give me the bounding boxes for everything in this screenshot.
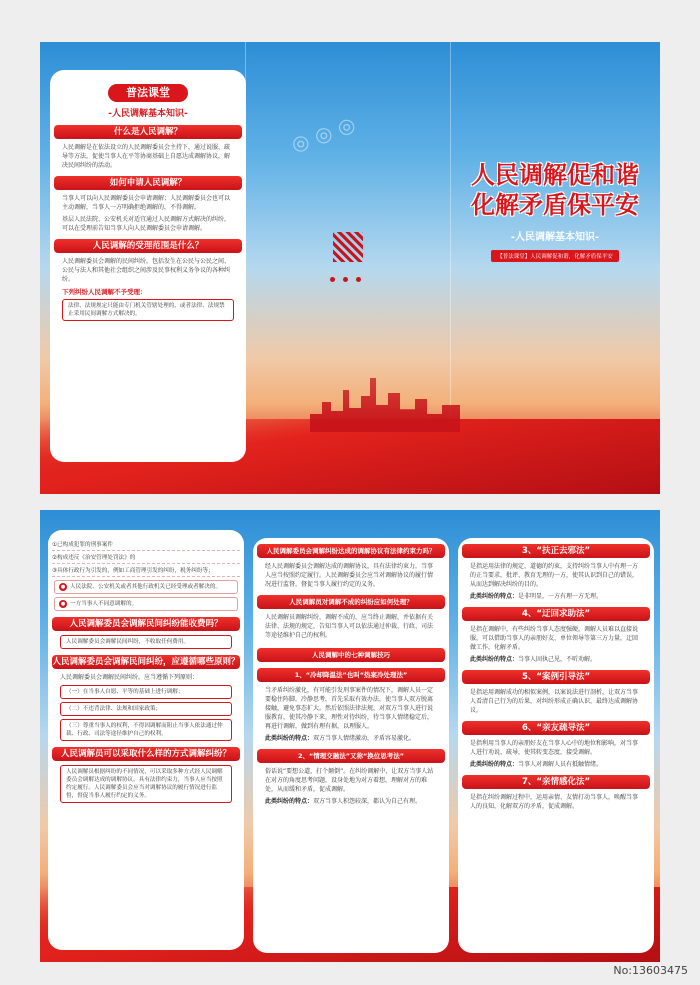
feature-note: 当事人固执己见，不听劝解。: [518, 656, 597, 663]
section-title: 什么是人民调解？: [54, 125, 242, 139]
not-accepted-title: 下列纠纷人民调解不予受理：: [62, 288, 147, 296]
feature-label: 此类纠纷的特点：: [470, 593, 519, 600]
feature-label: 此类纠纷的特点：: [265, 798, 314, 805]
technique-title: 6、“亲友疏导法”: [462, 721, 650, 735]
techniques-title: 人民调解中的七种调解技巧: [257, 648, 445, 662]
technique-feature: [470, 592, 642, 601]
section-text: 人民调解员调解纠纷，调解不成的，应当终止调解，并依据有关法律、法规的规定，告知当事人可以依法通过仲裁、行政、司法等途径维护自己的权利。: [265, 614, 434, 639]
principle-item: （三）尊重当事人的权利，不得因调解而阻止当事人依法通过仲裁、行政、司法等途径维护自己的权利。: [60, 719, 232, 741]
cover-title-line1: 人民调解促和谐: [471, 161, 639, 189]
brochure-inner-sheet: [40, 510, 660, 962]
technique-title: 4、“迂回求助法”: [462, 607, 650, 621]
feature-label: 此类纠纷的特点：: [265, 735, 314, 742]
option-item: ③具体行政行为引发的，例如工商管理引发的纠纷，税务纠纷等；: [52, 566, 240, 577]
not-accepted-item: 法律、法规规定只能由专门机关管辖处理的，或者法律、法规禁止采用民间调解方式解决的。: [62, 299, 234, 321]
technique-text: 是指在调解中，有些纠纷当事人态度强硬，调解人员难以直接说服，可以借助当事人的亲朋好友、单位领导等第三方力量，迂回做工作，化解矛盾。: [470, 626, 639, 651]
technique-text: 当矛盾纠纷激化，有可能引发刑事案件的情况下，调解人员一定要稳住阵脚，冷静思考，首先采取有效办法，使当事人双方脱离接触，避免事态扩大。然后依照法律法规，对双方当事人进行说服教育，使其冷静下来，理性对待纠纷，待当事人情绪稳定后，再进行调解，做到有理有据，以理服人。: [265, 687, 434, 730]
section-text: 人民调解委员会调解民间纠纷，应当遵循下列原则：: [60, 674, 199, 681]
cover-subtitle: -人民调解基本知识-: [510, 232, 600, 243]
option-item: ①已构成犯罪的刑事案件: [52, 540, 240, 551]
feature-label: 此类纠纷的特点：: [470, 761, 519, 768]
stripe-square-decoration: [333, 232, 363, 262]
inner-right-panel: [458, 538, 654, 953]
cover-title: [455, 160, 655, 262]
technique-text: 是指在纠纷调解过程中，运用亲情、友情打动当事人，唤醒当事人的良知，化解双方的矛盾，促成调解。: [470, 794, 639, 810]
principle-item: （一）在当事人自愿、平等的基础上进行调解；: [60, 685, 232, 699]
feature-note: 双方当事人积怨较深，都认为自己有理。: [313, 798, 422, 805]
watermark: ◎ ◎ ◎: [287, 111, 359, 157]
technique-text: 是指运用调解成功的相似案例，以案说法进行剖析，让双方当事人看清自己行为的后果，对纠纷形成正确认识，最终达成调解协议。: [470, 689, 639, 714]
technique-title: 3、“扶正去邪法”: [462, 544, 650, 558]
technique-title: 2、“情理交融法”又称“换位思考法”: [257, 749, 445, 763]
principle-item: （二）不违背法律、法规和国家政策；: [60, 702, 232, 716]
technique-title: 5、“案例引导法”: [462, 670, 650, 684]
panel-subtitle: -人民调解基本知识-: [108, 109, 188, 119]
section-text: 基层人民法院、公安机关对适宜通过人民调解方式解决的纠纷，可以在受理前告知当事人向人民调解委员会申请调解。: [62, 216, 231, 232]
technique-text: 是指利用当事人的亲朋好友在当事人心中的地位和影响，对当事人进行劝说、疏导，使其转变态度，接受调解。: [470, 740, 639, 756]
section-title: 人民调解员对调解不成的纠纷应如何处理？: [257, 595, 445, 609]
cover-tagline: 【普法课堂】人民调解促和谐，化解矛盾保平安: [491, 250, 619, 262]
boxed-option-text: 一方当事人不同意调解的。: [70, 601, 138, 607]
boxed-option: [54, 580, 238, 594]
boxed-option-text: 人民法院、公安机关或者其他行政机关已经受理或者解决的。: [70, 584, 222, 590]
bullet-icon: ●: [60, 584, 66, 590]
section-text: 人民调解委员会调解民间纠纷，不收取任何费用。: [60, 635, 232, 649]
section-text: 人民调解委员会调解的民间纠纷，包括发生在公民与公民之间、公民与法人和其他社会组织之间涉及民事权利义务争议的各种纠纷。: [62, 258, 231, 283]
technique-feature: [470, 655, 642, 664]
dots-decoration: [330, 277, 361, 282]
brochure-front-sheet: [40, 42, 660, 494]
technique-title: 7、“亲情感化法”: [462, 775, 650, 789]
image-id-label: No:13603475: [613, 964, 688, 977]
feature-label: 此类纠纷的特点：: [470, 656, 519, 663]
city-skyline-decoration: [310, 372, 460, 432]
section-text: 人民调解是在依法设立的人民调解委员会主持下，通过说服、疏导等方法，促使当事人在平等协商基础上自愿达成调解协议，解决民间纠纷的活动。: [62, 144, 231, 169]
inner-left-panel: [48, 530, 244, 950]
technique-text: 是指运用法律的规定、道德的约束，支持纠纷当事人中有理一方的正当要求，批评、教育无理的一方，使其认识到自己的错误，从而达到解决纠纷的目的。: [470, 563, 639, 588]
feature-note: 双方当事人情绪激动，矛盾容易激化。: [313, 735, 416, 742]
feature-note: 当事人对调解人员有抵触情绪。: [518, 761, 603, 768]
badge-puke: 普法课堂: [108, 84, 188, 102]
section-text: 人民调解员根据纠纷的不同情况，可以采取多种方式经人民调解委员会调解达成的调解协议，具有法律约束力，当事人应当按照约定履行。人民调解委员会应当对调解协议的履行情况进行监督，督促当事人履行约定的义务。: [60, 765, 232, 803]
section-text: 当事人可以向人民调解委员会申请调解；人民调解委员会也可以主动调解，当事人一方明确拒绝调解的，不得调解。: [62, 195, 231, 211]
bullet-icon: ●: [60, 601, 66, 607]
section-text: 经人民调解委员会调解达成的调解协议，具有法律约束力，当事人应当按照约定履行。人民调解委员会应当对调解协议的履行情况进行监督，督促当事人履行约定的义务。: [265, 563, 434, 588]
left-info-panel: [50, 70, 246, 462]
technique-feature: [265, 797, 437, 806]
section-title: 如何申请人民调解？: [54, 176, 242, 190]
section-title: 人民调解员可以采取什么样的方式调解纠纷？: [52, 747, 240, 761]
section-title: 人民调解委员会调解民间纠纷能收费吗？: [52, 617, 240, 631]
inner-middle-panel: [253, 538, 449, 953]
technique-feature: [470, 760, 642, 769]
feature-note: 是非明显，一方有理一方无理。: [518, 593, 603, 600]
technique-title: 1、“冷却降温法”也叫“热案冷处理法”: [257, 668, 445, 682]
technique-text: 俗话说“要想公道，打个颠倒”。在纠纷调解中，让双方当事人站在对方的角度思考问题，设身处地为对方着想，理解对方的难处，从而缓和矛盾，促成调解。: [265, 768, 434, 793]
section-title: 人民调解的受理范围是什么？: [54, 239, 242, 253]
boxed-option: [54, 597, 238, 611]
section-title: 人民调解委员会调解民间纠纷，应遵循哪些原则？: [52, 657, 240, 667]
technique-feature: [265, 734, 437, 743]
section-title: 人民调解委员会调解纠纷达成的调解协议有法律约束力吗？: [257, 544, 445, 558]
cover-title-line2: 化解矛盾保平安: [471, 191, 639, 219]
option-item: ②构成违反《治安管理处罚法》的: [52, 553, 240, 564]
